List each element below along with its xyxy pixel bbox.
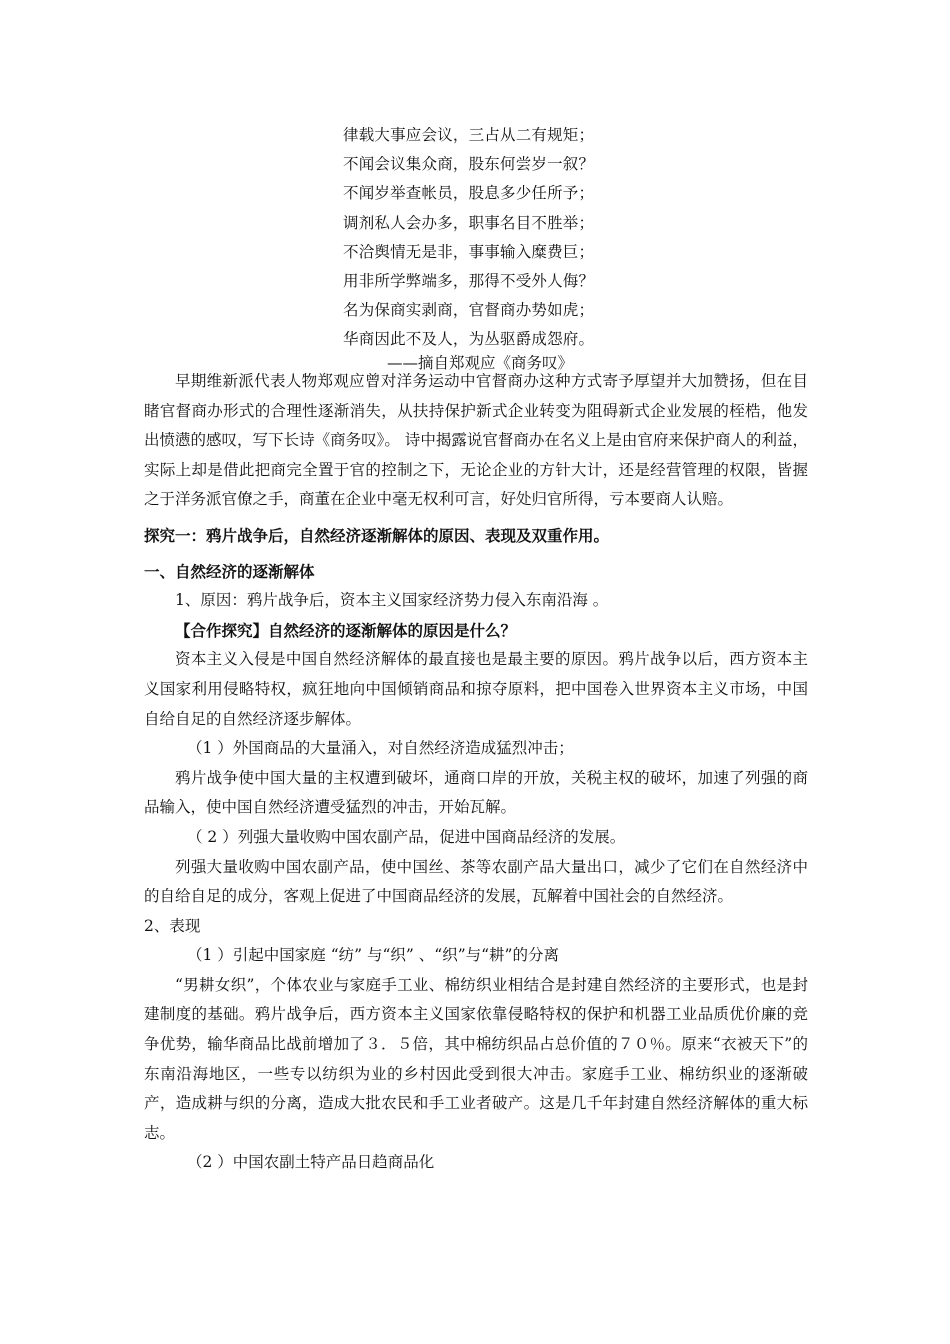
performance-point-1-title: （1 ）引起中国家庭 “纺” 与“织” 、“织”与“耕”的分离	[187, 946, 559, 965]
reason-point-2-paragraph: 列强大量收购中国农副产品，使中国丝、茶等农副产品大量出口，减少了它们在自然经济中的自给自足的成分，客观上促进了中国商品经济的发展，瓦解着中国社会的自然经济。	[144, 857, 808, 906]
reason-point-1-title: （1 ）外国商品的大量涌入，对自然经济造成猛烈冲击；	[187, 739, 574, 758]
poem-line: 律载大事应会议，三占从二有规矩；	[343, 126, 595, 144]
reason-paragraph: 资本主义入侵是中国自然经济解体的最直接也是最主要的原因。鸦片战争以后，西方资本主义国家利用侵略特权，疯狂地向中国倾销商品和掠夺原料，把中国卷入世界资本主义市场，中国自给自足的自然经济逐步解体。	[144, 650, 808, 728]
document-body	[144, 367, 808, 1178]
reason-point-2-title: （ 2 ）列强大量收购中国农副产品，促进中国商品经济的发展。	[187, 827, 626, 846]
performance-point-1-paragraph: “男耕女织”，个体农业与家庭手工业、棉纺织业相结合是封建自然经济的主要形式，也是封建制度的基础。鸦片战争后，西方资本主义国家依靠侵略特权的保护和机器工业品质优价廉的竞争优势，输华商品比战前增加了３．５倍，其中棉纺织品占总价值的７０％。原来“衣被天下”的东南沿海地区，一些专以纺织为业的乡村因此受到很大冲击。家庭手工业、棉纺织业的逐渐破产，造成耕与织的分离，造成大批农民和手工业者破产。这是几千年封建自然经济解体的重大标志。	[144, 975, 808, 1142]
reason-title: 1、原因：鸦片战争后，资本主义国家经济势力侵入东南沿海 。	[175, 591, 609, 610]
poem-block	[343, 121, 643, 372]
cooperative-inquiry-heading: 【合作探究】自然经济的逐渐解体的原因是什么？	[175, 620, 517, 640]
performance-title: 2、表现	[144, 916, 201, 935]
section-heading: 一、自然经济的逐渐解体	[144, 561, 315, 581]
poem-line: 用非所学弊端多，那得不受外人侮？	[343, 271, 595, 290]
poem-attribution: ——摘自郑观应《商务叹》	[387, 354, 574, 372]
reason-point-1-paragraph: 鸦片战争使中国大量的主权遭到破坏，通商口岸的开放，关税主权的破坏，加速了列强的商品输入，使中国自然经济遭受猛烈的冲击，开始瓦解。	[144, 768, 808, 817]
poem-line: 不闻岁举查帐员，股息多少任所予；	[343, 184, 595, 203]
poem-line: 调剂私人会办多，职事名目不胜举；	[343, 213, 595, 232]
poem-line: 不洽舆情无是非，事事输入糜费巨；	[343, 242, 595, 261]
inquiry-heading: 探究一：鸦片战争后，自然经济逐渐解体的原因、表现及双重作用。	[144, 525, 610, 545]
poem-line: 名为保商实剥商，官督商办势如虎；	[343, 301, 595, 320]
poem-line: 不闻会议集众商，股东何尝岁一叙？	[343, 155, 595, 174]
intro-paragraph: 早期维新派代表人物郑观应曾对洋务运动中官督商办这种方式寄予厚望并大加赞扬，但在目睹官督商办形式的合理性逐渐消失，从扶持保护新式企业转变为阻碍新式企业发展的桎梏，他发出愤懑的感叹，写下长诗《商务叹》。 诗中揭露说官督商办在名义上是由官府来保护商人的利益，实际上却是借此把商完全置于官的控制之下，无论企业的方针大计，还是经营管理的权限，皆握之于洋务派官僚之手，商董在企业中毫无权利可言，好处归官所得，亏本要商人认赔。	[144, 372, 808, 509]
performance-point-2-title: （2 ）中国农副土特产品日趋商品化	[187, 1153, 435, 1172]
poem-line: 华商因此不及人，为丛驱爵成怨府。	[343, 330, 595, 349]
